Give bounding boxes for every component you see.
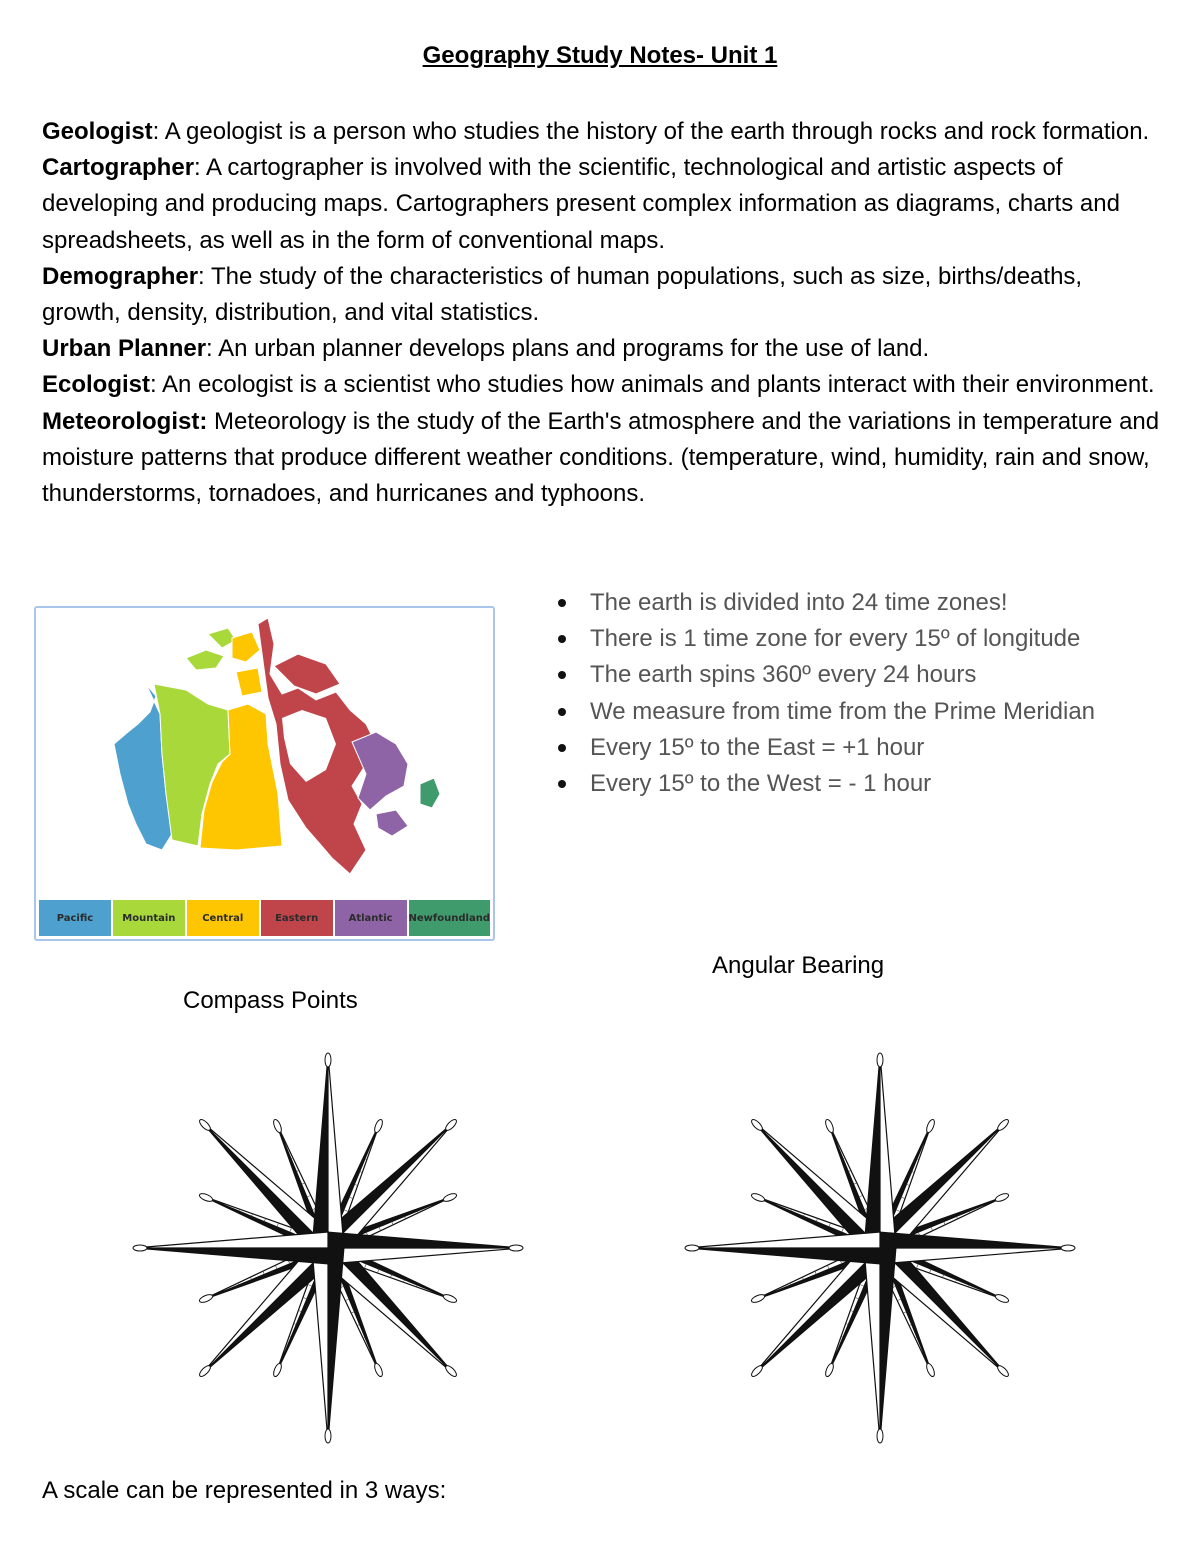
rose-cardinal-point (312, 1054, 344, 1248)
newfoundland-zone (420, 778, 440, 808)
list-item: Every 15º to the West = - 1 hour (590, 766, 1170, 802)
spike-ornament (1061, 1245, 1075, 1251)
spike-ornament (750, 1364, 764, 1378)
rose-cardinal-point (864, 1054, 896, 1248)
canada-map-illustration (36, 614, 493, 900)
definition-text: Meteorology is the study of the Earth's atmosphere and the variations in temperature and moisture patterns that produce different weather conditions. (temperature, wind, humidity, rain and snow, thunderstorms, tornadoes, and hurricanes and typhoons. (42, 407, 1160, 508)
spike-ornament (925, 1118, 936, 1133)
spike-ornament (444, 1118, 458, 1132)
canada-time-zone-map (34, 606, 495, 941)
spike-ornament (685, 1245, 699, 1251)
definition-term: Urban Planner (42, 335, 207, 363)
spike-ornament (198, 1192, 213, 1203)
time-zone-facts (590, 585, 1170, 802)
spike-ornament (272, 1362, 283, 1377)
list-item: The earth is divided into 24 time zones! (590, 585, 1170, 621)
definition-sep: : (206, 335, 213, 363)
list-item: The earth spins 360º every 24 hours (590, 657, 1170, 693)
compass-rose-icon (128, 1052, 528, 1444)
spike-ornament (442, 1192, 457, 1203)
definition-cartographer (42, 150, 1164, 259)
rose-cardinal-point (686, 1232, 880, 1264)
legend-atlantic: Atlantic (335, 900, 407, 936)
rose-cardinal-point (134, 1232, 328, 1264)
definition-term: Meteorologist: (42, 407, 208, 435)
definition-text: An ecologist is a scientist who studies how animals and plants interact with their environment. (156, 371, 1155, 399)
definition-term: Ecologist (42, 371, 151, 399)
list-item: Every 15º to the East = +1 hour (590, 730, 1170, 766)
compass-points-label: Compass Points (183, 987, 358, 1014)
central-islands (232, 632, 262, 696)
compass-rose-icon (680, 1052, 1080, 1444)
definition-sep: : (150, 371, 157, 399)
spike-ornament (877, 1429, 883, 1443)
spike-ornament (198, 1293, 213, 1304)
legend-newfoundland: Newfoundland (409, 900, 490, 936)
definition-ecologist (42, 367, 1164, 403)
spike-ornament (325, 1053, 331, 1067)
definition-text: The study of the characteristics of human populations, such as size, births/deaths, growth, density, distribution, and vital statistics. (42, 262, 1083, 327)
spike-ornament (272, 1118, 283, 1133)
definitions (42, 114, 1164, 512)
spike-ornament (824, 1362, 835, 1377)
page-title: Geography Study Notes- Unit 1 (422, 42, 778, 69)
angular-bearing-label: Angular Bearing (712, 952, 885, 979)
definition-text: An urban planner develops plans and programs for the use of land. (212, 335, 930, 363)
spike-ornament (925, 1362, 936, 1377)
definition-term: Demographer (42, 262, 199, 290)
spike-ornament (442, 1293, 457, 1304)
rose-cardinal-point (864, 1248, 896, 1442)
spike-ornament (877, 1053, 883, 1067)
spike-ornament (994, 1293, 1009, 1304)
definition-text: A cartographer is involved with the scientific, technological and artistic aspects of developing and producing maps. Cartographers present complex information as diagrams, charts and spreadsheets, as well as in the form of conventional maps. (42, 154, 1120, 254)
definition-term: Geologist (42, 118, 153, 145)
definition-sep: : (198, 262, 205, 290)
definition-urban-planner (42, 331, 1164, 367)
rose-cardinal-point (880, 1232, 1074, 1264)
definition-demographer (42, 259, 1164, 331)
mountain-islands (186, 628, 236, 670)
legend-eastern: Eastern (261, 900, 333, 936)
spike-ornament (824, 1118, 835, 1133)
rose-cardinal-point (312, 1248, 344, 1442)
legend-mountain: Mountain (113, 900, 185, 936)
spike-ornament (994, 1192, 1009, 1203)
eastern-arctic (274, 654, 340, 694)
definition-text: A geologist is a person who studies the history of the earth through rocks and rock formation. (159, 118, 1150, 145)
spike-ornament (996, 1118, 1010, 1132)
list-item: We measure from time from the Prime Meridian (590, 694, 1170, 730)
spike-ornament (325, 1429, 331, 1443)
spike-ornament (750, 1118, 764, 1132)
atlantic-maritimes (376, 810, 408, 836)
definition-sep: : (194, 154, 201, 182)
legend-central: Central (187, 900, 259, 936)
spike-ornament (373, 1362, 384, 1377)
definition-sep: : (152, 118, 160, 145)
definition-meteorologist (42, 404, 1164, 513)
spike-ornament (750, 1293, 765, 1304)
list-item: There is 1 time zone for every 15º of longitude (590, 621, 1170, 657)
definition-geologist (42, 114, 1164, 150)
spike-ornament (373, 1118, 384, 1133)
spike-ornament (444, 1364, 458, 1378)
spike-ornament (198, 1118, 212, 1132)
legend-pacific: Pacific (39, 900, 111, 936)
time-zone-legend (39, 900, 490, 936)
definition-term: Cartographer (42, 154, 195, 182)
spike-ornament (198, 1364, 212, 1378)
spike-ornament (133, 1245, 147, 1251)
spike-ornament (996, 1364, 1010, 1378)
scale-text: A scale can be represented in 3 ways: (42, 1477, 447, 1504)
spike-ornament (509, 1245, 523, 1251)
spike-ornament (750, 1192, 765, 1203)
rose-cardinal-point (328, 1232, 522, 1264)
